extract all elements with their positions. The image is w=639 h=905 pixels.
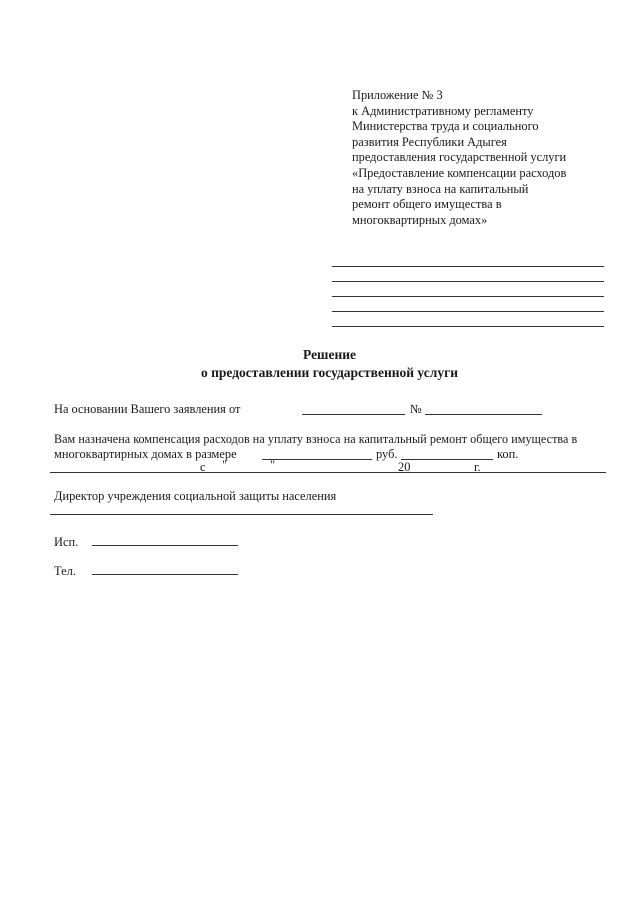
- address-blank-line: [332, 296, 604, 297]
- address-blank-line: [332, 311, 604, 312]
- assigned-text-line1: Вам назначена компенсация расходов на уплату взноса на капитальный ремонт общего имущества в: [54, 432, 578, 446]
- assigned-text-line2: многоквартирных домах в размере: [54, 447, 237, 461]
- appendix-line: многоквартирных домах»: [352, 212, 488, 227]
- rub-label: руб.: [376, 447, 398, 461]
- appendix-line: ремонт общего имущества в: [352, 197, 502, 212]
- date-quote-close: ": [270, 458, 276, 472]
- appendix-line: Приложение № 3: [352, 88, 443, 102]
- appendix-line: Министерства труда и социального: [352, 119, 539, 134]
- start-date-field[interactable]: [50, 472, 606, 473]
- appendix-line: к Административному регламенту: [352, 103, 534, 118]
- director-signature-field[interactable]: [50, 514, 433, 515]
- phone-field[interactable]: [92, 574, 238, 575]
- appendix-line: на уплату взноса на капитальный: [352, 181, 529, 196]
- appendix-line: предоставления государственной услуги: [352, 150, 567, 165]
- amount-rub-field[interactable]: [262, 459, 372, 460]
- executor-label: Исп.: [54, 535, 79, 549]
- kop-label: коп.: [497, 447, 519, 461]
- application-date-field[interactable]: [302, 414, 405, 415]
- date-quote-open: ": [222, 458, 228, 472]
- appendix-line: развития Республики Адыгея: [352, 134, 507, 149]
- address-blank-line: [332, 326, 604, 327]
- from-label: с: [200, 460, 206, 474]
- year-suffix: г.: [474, 460, 481, 474]
- executor-field[interactable]: [92, 545, 238, 546]
- director-label: Директор учреждения социальной защиты населения: [54, 489, 337, 503]
- appendix-line: «Предоставление компенсации расходов: [352, 165, 567, 180]
- address-blank-line: [332, 266, 604, 267]
- address-blank-line: [332, 281, 604, 282]
- basis-label: На основании Вашего заявления от: [54, 402, 241, 416]
- document-subtitle: о предоставлении государственной услуги: [200, 365, 458, 380]
- application-number-field[interactable]: [425, 414, 542, 415]
- appendix-header: [352, 88, 602, 228]
- document-title: Решение: [303, 347, 356, 362]
- phone-label: Тел.: [54, 564, 76, 578]
- number-sign: №: [410, 402, 422, 416]
- year-prefix: 20: [398, 460, 411, 474]
